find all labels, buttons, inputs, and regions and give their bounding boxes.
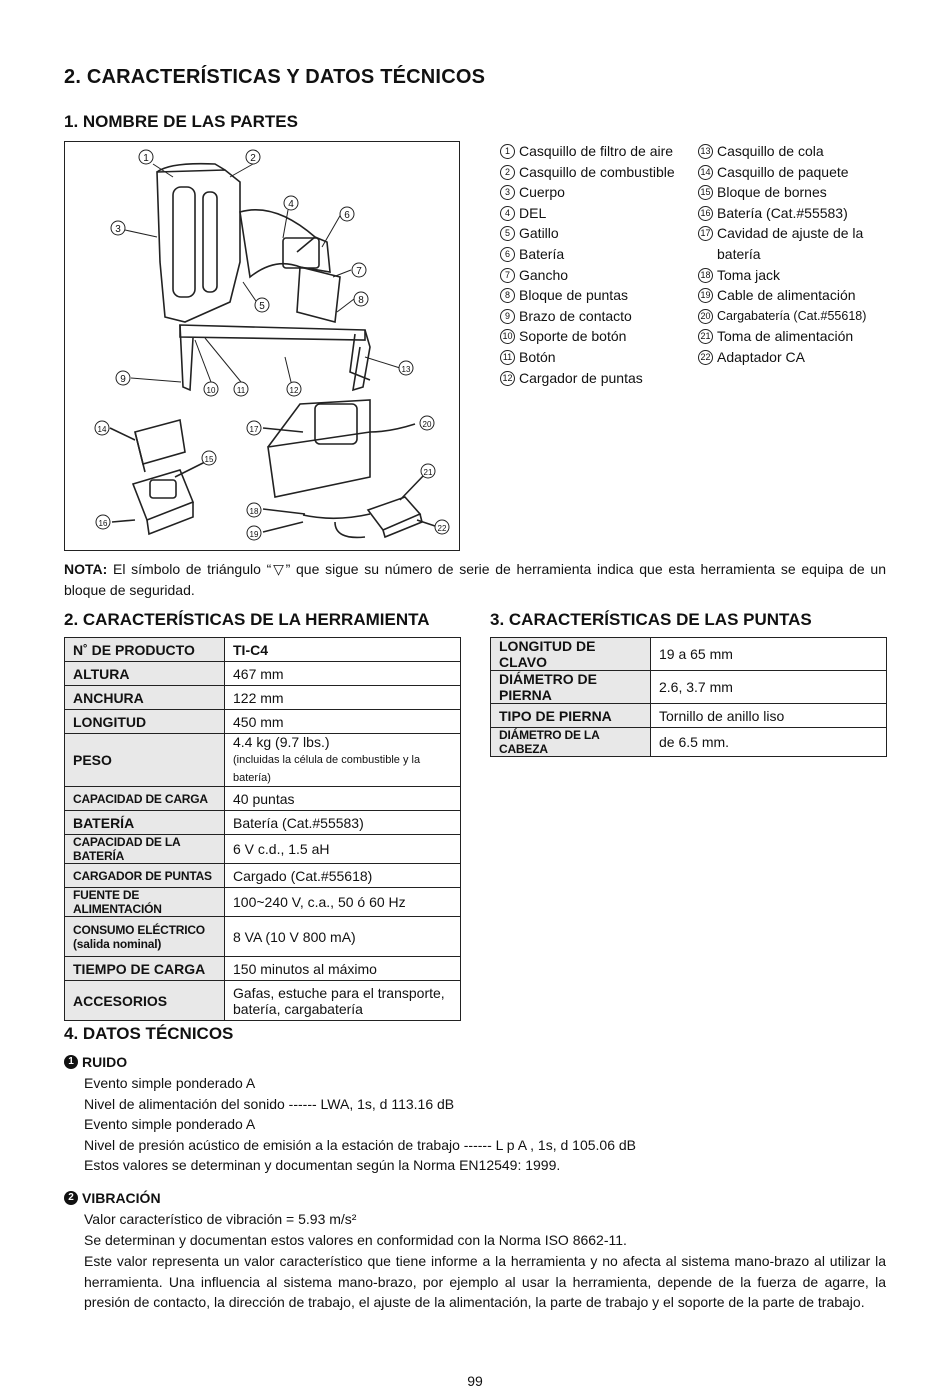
legend-label: Brazo de contacto	[519, 307, 632, 324]
svg-text:21: 21	[423, 468, 433, 477]
svg-text:16: 16	[98, 519, 108, 528]
legend-item	[500, 306, 675, 327]
legend-item	[500, 141, 675, 162]
spec-key: TIPO DE PIERNA	[491, 704, 651, 728]
table-row	[65, 981, 461, 1021]
legend-number: 16	[698, 206, 713, 221]
section-parts-heading: 1. NOMBRE DE LAS PARTES	[64, 112, 298, 131]
spec-key-text: ANCHURA	[73, 689, 144, 706]
legend-number: 14	[698, 165, 713, 180]
legend-item	[500, 368, 675, 389]
noise-number: 1	[64, 1055, 78, 1069]
legend-item	[698, 203, 866, 224]
spec-value	[225, 957, 461, 981]
svg-text:17: 17	[249, 425, 259, 434]
spec-value-text: 467 mm	[233, 665, 284, 682]
legend-number: 6	[500, 247, 515, 262]
section-tool-heading: 2. CARACTERÍSTICAS DE LA HERRAMIENTA	[64, 610, 430, 629]
spec-value-text: Cargado (Cat.#55618)	[233, 867, 373, 884]
noise-label: RUIDO	[82, 1054, 128, 1070]
legend-item	[500, 244, 675, 265]
spec-key-text: ACCESORIOS	[73, 992, 168, 1009]
svg-text:11: 11	[236, 386, 246, 395]
callout-17	[247, 421, 261, 435]
callout-3	[111, 221, 125, 235]
legend-number: 4	[500, 206, 515, 221]
nota-label: NOTA:	[64, 561, 108, 577]
spec-value	[225, 835, 461, 864]
legend-item	[500, 326, 675, 347]
legend-number: 13	[698, 144, 713, 159]
callout-6	[340, 207, 354, 221]
svg-text:3: 3	[115, 224, 121, 235]
svg-text:7: 7	[356, 266, 362, 277]
nota-paragraph	[64, 559, 886, 601]
svg-text:18: 18	[249, 507, 259, 516]
svg-text:2: 2	[250, 153, 256, 164]
spec-value: 2.6, 3.7 mm	[651, 671, 887, 704]
spec-key: LONGITUD DE CLAVO	[491, 638, 651, 671]
table-row	[65, 686, 461, 710]
spec-value: Tornillo de anillo liso	[651, 704, 887, 728]
svg-text:19: 19	[249, 530, 259, 539]
spec-key	[65, 787, 225, 811]
legend-number: 1	[500, 144, 515, 159]
legend-item	[500, 182, 675, 203]
spec-key-text: CONSUMO ELÉCTRICO	[73, 922, 205, 937]
spec-value	[225, 638, 461, 662]
legend-number: 22	[698, 350, 713, 365]
spec-key	[65, 981, 225, 1021]
spec-value	[225, 710, 461, 734]
callout-7	[352, 263, 366, 277]
table-row	[491, 728, 887, 757]
noise-line: Nivel de presión acústico de emisión a la estación de trabajo ------ L p A , 1s, d 105.06 dB	[84, 1136, 637, 1153]
legend-item	[698, 326, 866, 347]
legend-label: Soporte de botón	[519, 328, 627, 345]
legend-label: Cable de alimentación	[717, 287, 856, 304]
spec-value-text: TI-C4	[233, 641, 268, 658]
spec-value-text: Gafas, estuche para el transporte,	[233, 984, 445, 1001]
page-title: 2. CARACTERÍSTICAS Y DATOS TÉCNICOS	[64, 66, 486, 88]
callout-11	[234, 382, 248, 396]
legend-item	[500, 347, 675, 368]
legend-label: Toma de alimentación	[717, 328, 854, 345]
nail-spec-table	[490, 637, 887, 757]
svg-text:20: 20	[422, 420, 432, 429]
callout-14	[95, 421, 109, 435]
legend-label: Bloque de bornes	[717, 184, 827, 201]
table-row	[65, 835, 461, 864]
table-row	[65, 864, 461, 888]
svg-text:22: 22	[437, 524, 447, 533]
legend-item	[500, 162, 675, 183]
legend-label: Adaptador CA	[717, 348, 805, 365]
spec-key	[65, 686, 225, 710]
vibration-line-1: Valor característico de vibración = 5.93 m/s²	[84, 1211, 357, 1227]
spec-value-text: 6 V c.d., 1.5 aH	[233, 841, 330, 857]
callout-8	[354, 292, 368, 306]
spec-key	[65, 888, 225, 917]
table-row	[491, 638, 887, 671]
legend-item	[500, 223, 675, 244]
table-row	[65, 638, 461, 662]
legend-label: Botón	[519, 348, 556, 365]
spec-key	[65, 864, 225, 888]
legend-item	[698, 141, 866, 162]
vibration-heading	[64, 1190, 161, 1206]
legend-label: Casquillo de cola	[717, 143, 824, 159]
callout-12	[287, 382, 301, 396]
spec-value-text: 40 puntas	[233, 790, 295, 807]
legend-item	[698, 182, 866, 203]
page-number: 99	[467, 1373, 483, 1389]
legend-number: 21	[698, 329, 713, 344]
callout-1	[139, 150, 153, 164]
spec-value	[225, 662, 461, 686]
spec-value-text: 100~240 V, c.a., 50 ó 60 Hz	[233, 894, 406, 910]
legend-label: DEL	[519, 204, 547, 221]
spec-value	[225, 734, 461, 787]
legend-number: 11	[500, 350, 515, 365]
spec-value	[225, 888, 461, 917]
legend-label: Cavidad de ajuste de la	[717, 225, 864, 242]
spec-value-note: (incluidas la célula de combustible y la batería)	[233, 754, 421, 784]
table-row	[65, 710, 461, 734]
legend-item	[698, 347, 866, 368]
svg-text:15: 15	[204, 455, 214, 464]
spec-key-text: CAPACIDAD DE LA BATERÍA	[73, 835, 180, 863]
parts-legend-right	[698, 141, 866, 368]
callout-21	[421, 464, 435, 478]
table-row	[65, 811, 461, 835]
callout-15	[202, 451, 216, 465]
legend-label: Cuerpo	[519, 184, 565, 201]
spec-value	[225, 811, 461, 835]
spec-key	[65, 811, 225, 835]
svg-text:14: 14	[97, 425, 107, 434]
legend-item	[500, 265, 675, 286]
legend-label: Gatillo	[519, 225, 559, 242]
spec-key-text: CARGADOR DE PUNTAS	[73, 868, 212, 883]
callout-5	[255, 298, 269, 312]
spec-value: de 6.5 mm.	[651, 728, 887, 757]
spec-key	[65, 662, 225, 686]
noise-line: Estos valores se determinan y documentan según la Norma EN12549: 1999.	[84, 1157, 561, 1174]
legend-label: Cargabatería (Cat.#55618)	[717, 308, 867, 323]
legend-label: Casquillo de paquete	[717, 163, 849, 180]
legend-label: Gancho	[519, 266, 569, 283]
svg-text:12: 12	[289, 386, 299, 395]
legend-label: batería	[717, 245, 761, 262]
spec-value-text: 150 minutos al máximo	[233, 960, 377, 977]
spec-key	[65, 638, 225, 662]
svg-text:5: 5	[259, 301, 265, 312]
spec-key-text: N˚ DE PRODUCTO	[73, 641, 195, 658]
noise-line: Evento simple ponderado A	[84, 1116, 256, 1133]
table-row	[65, 787, 461, 811]
spec-key-text: PESO	[73, 752, 112, 768]
noise-heading	[64, 1054, 127, 1070]
legend-number: 15	[698, 185, 713, 200]
svg-text:13: 13	[401, 365, 411, 374]
spec-key	[65, 957, 225, 981]
parts-illustration	[64, 141, 460, 551]
spec-value-line2: batería, cargabatería	[233, 1000, 363, 1017]
spec-key: DIÁMETRO DE LA CABEZA	[491, 728, 651, 757]
tool-spec-table	[64, 637, 461, 1021]
nailer-drawing	[65, 142, 459, 550]
table-row	[491, 704, 887, 728]
section-nails-heading: 3. CARACTERÍSTICAS DE LAS PUNTAS	[490, 610, 812, 629]
legend-number: 9	[500, 309, 515, 324]
svg-text:9: 9	[120, 374, 126, 385]
spec-value: 19 a 65 mm	[651, 638, 887, 671]
vibration-label: VIBRACIÓN	[82, 1190, 161, 1206]
legend-label: Bloque de puntas	[519, 287, 628, 304]
legend-number: 2	[500, 165, 515, 180]
spec-value	[225, 917, 461, 957]
noise-lines	[84, 1073, 636, 1176]
legend-number: 5	[500, 226, 515, 241]
callout-13	[399, 361, 413, 375]
legend-item	[698, 306, 866, 327]
spec-key-sub: (salida nominal)	[73, 936, 162, 951]
callout-16	[96, 515, 110, 529]
legend-number: 3	[500, 185, 515, 200]
legend-number: 10	[500, 329, 515, 344]
spec-value-text: Batería (Cat.#55583)	[233, 814, 364, 831]
legend-number: 18	[698, 268, 713, 283]
legend-item	[698, 244, 866, 265]
callout-10	[204, 382, 218, 396]
callout-20	[420, 416, 434, 430]
spec-key	[65, 710, 225, 734]
spec-value-text: 8 VA (10 V 800 mA)	[233, 928, 356, 945]
legend-item	[698, 265, 866, 286]
noise-line: Evento simple ponderado A	[84, 1075, 256, 1091]
callout-9	[116, 371, 130, 385]
table-row	[65, 917, 461, 957]
spec-key-text: LONGITUD	[73, 713, 147, 730]
callout-18	[247, 503, 261, 517]
spec-key	[65, 917, 225, 957]
table-row	[65, 957, 461, 981]
spec-value	[225, 787, 461, 811]
legend-label: Cargador de puntas	[519, 369, 643, 386]
svg-text:1: 1	[143, 153, 149, 164]
spec-value	[225, 981, 461, 1021]
svg-text:10: 10	[206, 386, 216, 395]
spec-value	[225, 686, 461, 710]
legend-item	[500, 203, 675, 224]
spec-key-text: ALTURA	[73, 665, 130, 682]
legend-number: 7	[500, 268, 515, 283]
spec-key-text: BATERÍA	[73, 814, 135, 831]
spec-value-text: 4.4 kg (9.7 lbs.)	[233, 734, 330, 750]
spec-value	[225, 864, 461, 888]
legend-label: Toma jack	[717, 266, 781, 283]
spec-key	[65, 835, 225, 864]
svg-text:8: 8	[358, 295, 364, 306]
table-row	[491, 671, 887, 704]
callout-4	[284, 196, 298, 210]
table-row	[65, 734, 461, 787]
svg-text:6: 6	[344, 210, 350, 221]
legend-number: 12	[500, 371, 515, 386]
legend-label: Casquillo de filtro de aire	[519, 143, 674, 159]
legend-label: Batería (Cat.#55583)	[717, 204, 848, 221]
section-tech-heading: 4. DATOS TÉCNICOS	[64, 1024, 234, 1043]
spec-key-text: FUENTE DE ALIMENTACIÓN	[73, 888, 162, 916]
parts-legend-left	[500, 141, 675, 388]
table-row	[65, 888, 461, 917]
spec-key: DIÁMETRO DE PIERNA	[491, 671, 651, 704]
spec-key-text: CAPACIDAD DE CARGA	[73, 791, 208, 806]
spec-key	[65, 734, 225, 787]
legend-label: Casquillo de combustible	[519, 163, 675, 180]
legend-number: 8	[500, 288, 515, 303]
spec-key-text: TIEMPO DE CARGA	[73, 960, 206, 977]
callout-2	[246, 150, 260, 164]
legend-item	[500, 285, 675, 306]
vibration-line-2: Se determinan y documentan estos valores en conformidad con la Norma ISO 8662-11.	[84, 1232, 627, 1248]
spec-value-text: 450 mm	[233, 713, 284, 730]
nota-text: El símbolo de triángulo “▽” que sigue su número de serie de herramienta indica que esta herramienta se equipa de un bloque de seguridad.	[64, 561, 886, 598]
legend-item	[698, 285, 866, 306]
noise-line: Nivel de alimentación del sonido ------ LWA, 1s, d 113.16 dB	[84, 1095, 455, 1112]
legend-item	[698, 223, 866, 244]
legend-label: Batería	[519, 245, 565, 262]
svg-text:4: 4	[288, 199, 294, 210]
vibration-paragraph: Este valor representa un valor característico que tiene informe a la herramienta y no afecta al sistema mano-brazo al utilizar la herramienta. Una influencia al sistema mano-brazo, por ejemplo al usar la herramienta, depende de la fuerza de agarre, la presión de contacto, la dirección de trabajo, el ajuste de la alimentación, la parte de trabajo y el soporte de la parte de trabajo.	[84, 1253, 886, 1311]
spec-value-text: 122 mm	[233, 689, 284, 706]
legend-number: 17	[698, 226, 713, 241]
legend-number: 20	[698, 309, 713, 324]
table-row	[65, 662, 461, 686]
legend-item	[698, 162, 866, 183]
callout-19	[247, 526, 261, 540]
vibration-number: 2	[64, 1191, 78, 1205]
legend-number: 19	[698, 288, 713, 303]
callout-22	[435, 520, 449, 534]
